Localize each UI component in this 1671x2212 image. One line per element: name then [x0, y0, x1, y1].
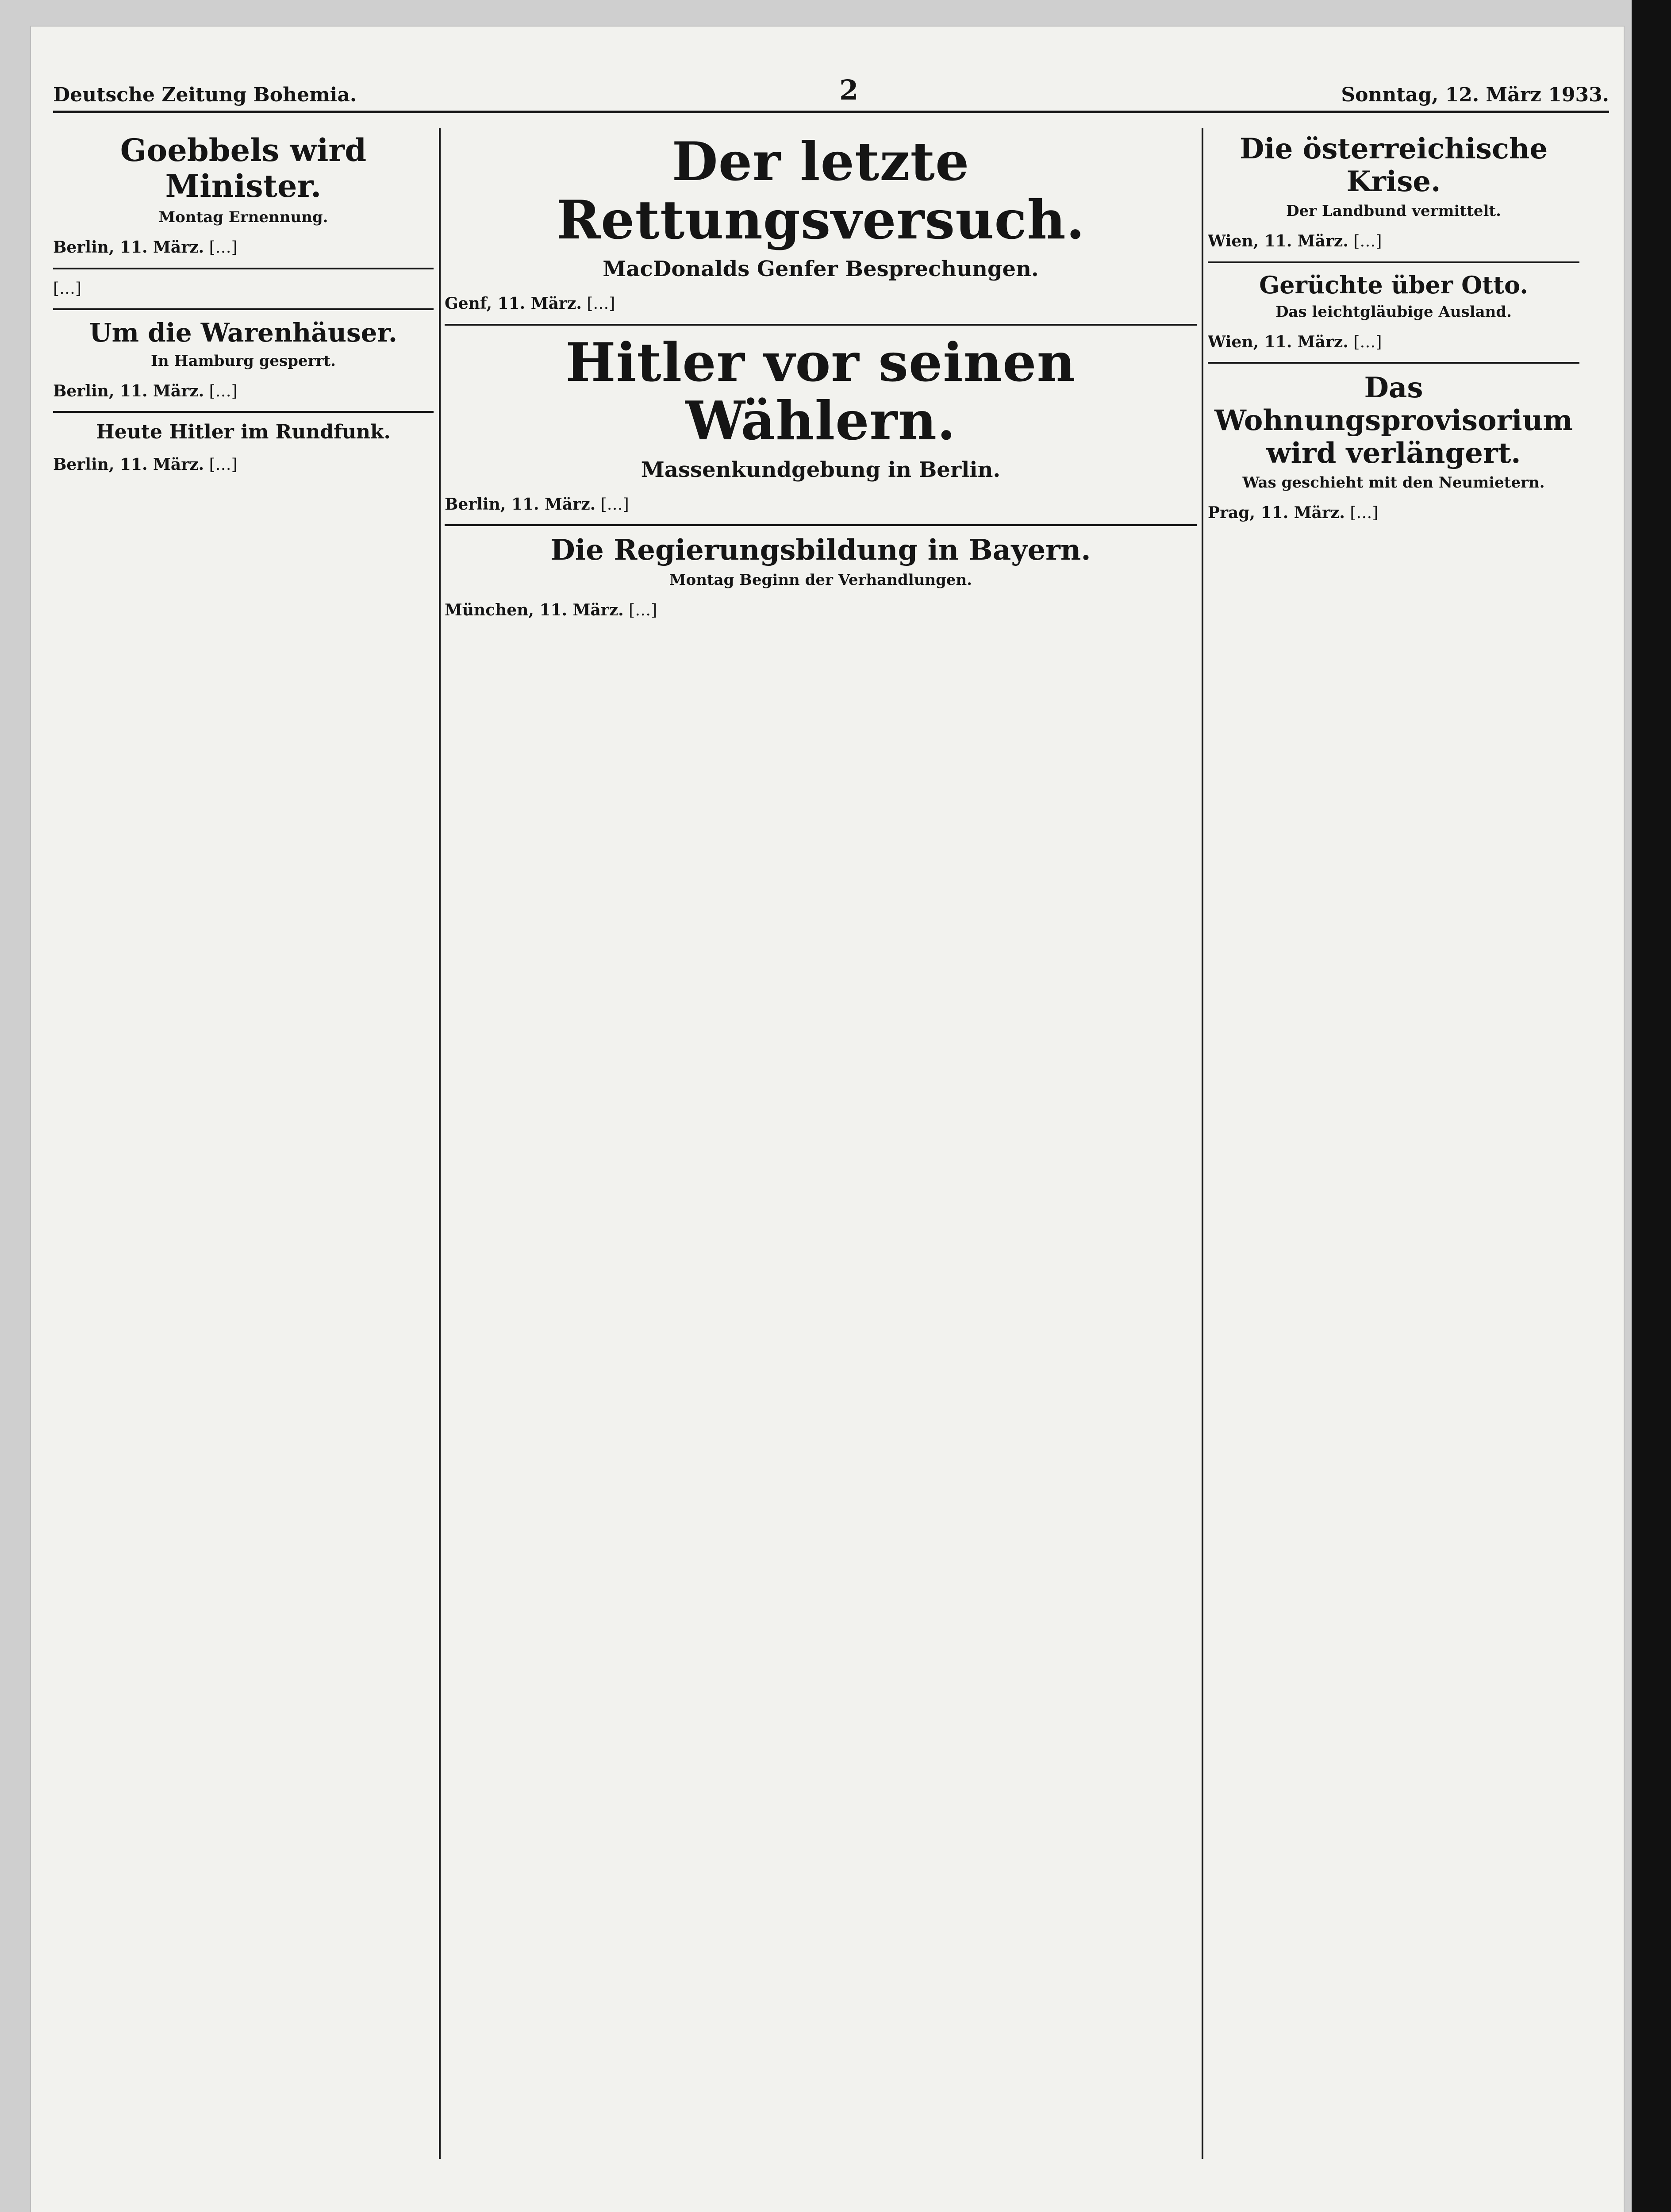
article-oesterreich	[1208, 133, 1579, 253]
subheadline: Montag Ernennung.	[158, 208, 328, 226]
divider	[1208, 261, 1579, 263]
headline: Goebbels wird Minister.	[120, 132, 367, 204]
divider	[1208, 362, 1579, 364]
subheadline: MacDonalds Genfer Besprechungen.	[603, 257, 1039, 281]
article-text	[53, 453, 434, 477]
article-warenhaeuser	[53, 318, 434, 403]
body-text: […]	[600, 495, 629, 514]
column-rule-left	[439, 128, 441, 2159]
body-text: […]	[1353, 232, 1382, 251]
article-hitler-rundfunk	[53, 421, 434, 477]
dateline: Wien, 11. März.	[1208, 232, 1348, 251]
column-rule-right	[1202, 128, 1203, 2159]
article-text	[1208, 501, 1579, 525]
headline: Um die Warenhäuser.	[89, 318, 398, 348]
subheadline: Montag Beginn der Verhandlungen.	[669, 571, 972, 589]
headline: Die österreichische Krise.	[1239, 132, 1548, 198]
continued-article-text: […]	[53, 279, 82, 298]
article-text	[445, 599, 1197, 622]
subheadline: Was geschieht mit den Neumietern.	[1242, 474, 1545, 492]
left-column	[53, 128, 434, 2159]
article-text	[53, 236, 434, 260]
right-column	[1208, 128, 1579, 2159]
divider	[53, 411, 434, 413]
page-number: 2	[839, 74, 859, 106]
body-text: […]	[629, 601, 657, 619]
article-bayern	[445, 534, 1197, 622]
scan-edge	[1632, 0, 1671, 2212]
dateline: Berlin, 11. März.	[445, 495, 596, 514]
article-otto	[1208, 271, 1579, 354]
headline: Die Regierungsbildung in Bayern.	[550, 534, 1091, 567]
dateline: Berlin, 11. März.	[53, 381, 204, 400]
dateline: Genf, 11. März.	[445, 294, 582, 313]
divider	[445, 324, 1197, 326]
body-text: […]	[587, 295, 615, 313]
headline: Der letzte Rettungsversuch.	[556, 131, 1085, 251]
article-rettungsversuch	[445, 133, 1197, 316]
article-wohnungsprovisorium	[1208, 372, 1579, 525]
masthead	[53, 66, 1609, 106]
body-text: […]	[209, 382, 238, 400]
article-text	[445, 493, 1197, 517]
issue-date: Sonntag, 12. März 1933.	[1341, 84, 1609, 106]
dateline: Berlin, 11. März.	[53, 455, 204, 474]
headline: Das Wohnungsprovisorium wird verlängert.	[1214, 371, 1573, 470]
headline: Heute Hitler im Rundfunk.	[96, 421, 391, 444]
body-text: […]	[209, 456, 238, 474]
dateline: Wien, 11. März.	[1208, 332, 1348, 351]
article-goebbels	[53, 133, 434, 260]
body-text: […]	[1350, 504, 1379, 522]
middle-column	[445, 128, 1197, 2159]
subheadline: In Hamburg gesperrt.	[151, 352, 336, 370]
body-text: […]	[1353, 333, 1382, 351]
article-text	[1208, 330, 1579, 354]
subheadline: Das leichtgläubige Ausland.	[1275, 303, 1512, 321]
headline: Hitler vor seinen Wählern.	[565, 331, 1076, 452]
paper-name: Deutsche Zeitung Bohemia.	[53, 84, 357, 106]
body-text: […]	[209, 238, 238, 257]
divider	[53, 308, 434, 310]
masthead-rule	[53, 111, 1609, 113]
subheadline: Der Landbund vermittelt.	[1286, 202, 1501, 220]
article-text	[53, 380, 434, 403]
divider	[445, 524, 1197, 526]
divider	[53, 268, 434, 269]
dateline: München, 11. März.	[445, 600, 624, 619]
article-hitler-waehler	[445, 331, 1197, 517]
subheadline: Massenkundgebung in Berlin.	[641, 457, 1001, 482]
headline: Gerüchte über Otto.	[1259, 270, 1528, 299]
dateline: Prag, 11. März.	[1208, 503, 1345, 522]
article-text	[1208, 230, 1579, 253]
article-text	[445, 292, 1197, 316]
dateline: Berlin, 11. März.	[53, 238, 204, 257]
